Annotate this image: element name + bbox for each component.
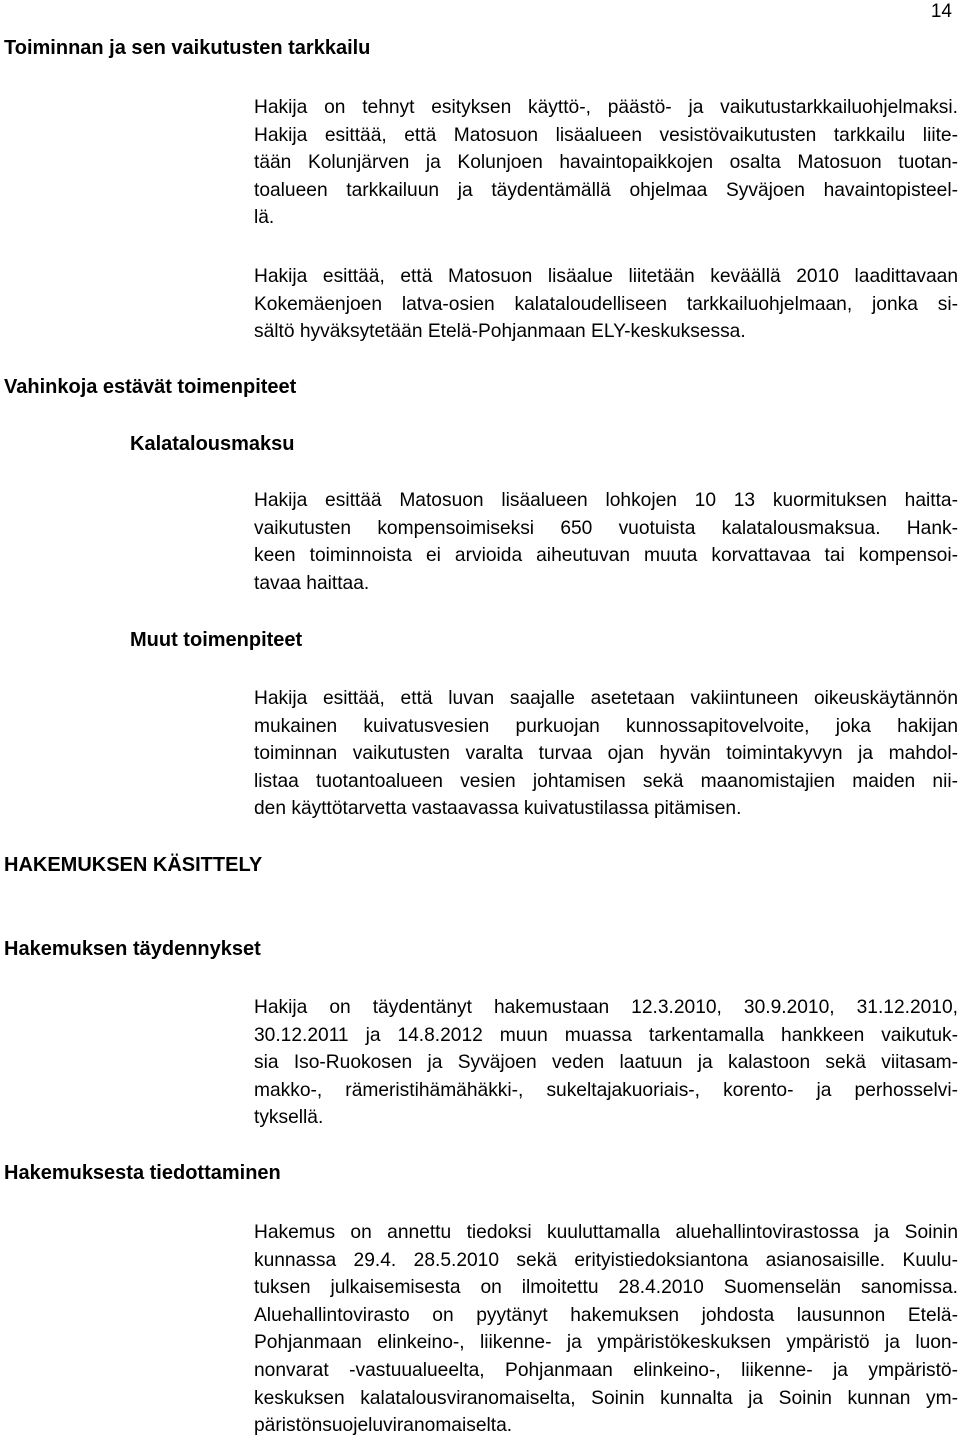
heading-other-measures: Muut toimenpiteet (130, 629, 303, 651)
text-line: den käyttötarvetta vastaavassa kuivatustilassa pitämisen. (254, 798, 742, 820)
text-line: lä. (254, 207, 275, 229)
text-line: keen toiminnoista ei arvioida aiheutuvan muuta korvattavaa tai kompensoi- (254, 545, 958, 567)
paragraph-other-measures (254, 685, 958, 823)
text-line: Pohjanmaan elinkeino-, liikenne- ja ympäristökeskuksen ympäristö ja luon- (254, 1332, 958, 1354)
text-line: makko-, rämeristihämähäkki-, sukeltajakuoriais-, korento- ja perhosselvi- (254, 1079, 958, 1101)
text-line: päristönsuojeluviranomaiselta. (254, 1415, 513, 1437)
heading-monitoring: Toiminnan ja sen vaikutusten tarkkailu (4, 37, 371, 59)
text-line: nonvarat -vastuualueelta, Pohjanmaan elinkeino-, liikenne- ja ympäristö- (254, 1359, 958, 1381)
heading-notification: Hakemuksesta tiedottaminen (4, 1162, 281, 1184)
heading-supplements: Hakemuksen täydennykset (4, 938, 261, 960)
text-line: Hakija esittää, että luvan saajalle asetetaan vakiintuneen oikeuskäytännön (254, 688, 958, 709)
text-line: kunnassa 29.4. 28.5.2010 sekä erityistiedoksiantona asianosaisille. Kuulu- (254, 1249, 958, 1271)
paragraph-monitoring-1 (254, 94, 958, 232)
text-line: toiminnan vaikutusten varalta turvaa ojan hyvän toimintakyvyn ja mahdol- (254, 743, 958, 765)
text-line: sältö hyväksytetään Etelä-Pohjanmaan ELY-keskuksessa. (254, 321, 746, 343)
text-line: Hakija on täydentänyt hakemustaan 12.3.2010, 30.9.2010, 31.12.2010, (254, 997, 958, 1018)
text-line: Hakemus on annettu tiedoksi kuuluttamalla aluehallintovirastossa ja Soinin (254, 1222, 958, 1243)
text-line: vaikutusten kompensoimiseksi 650 vuotuista kalatalousmaksua. Hank- (254, 517, 958, 539)
paragraph-monitoring-2 (254, 263, 958, 346)
paragraph-notification (254, 1219, 958, 1440)
text-line: Aluehallintovirasto on pyytänyt hakemuksen johdosta lausunnon Etelä- (254, 1304, 958, 1326)
text-line: Hakija esittää, että Matosuon lisäalue liitetään keväällä 2010 laadittavaan (254, 266, 958, 287)
text-line: Hakija on tehnyt esityksen käyttö-, päästö- ja vaikutustarkkailuohjelmaksi. (254, 97, 958, 118)
text-line: tään Kolunjärven ja Kolunjoen havaintopaikkojen osalta Matosuon tuotan- (254, 152, 958, 174)
text-line: keskuksen kalatalousviranomaiselta, Soinin kunnalta ja Soinin kunnan ym- (254, 1387, 958, 1409)
text-line: 30.12.2011 ja 14.8.2012 muun muassa tarkentamalla hankkeen vaikutuk- (254, 1024, 958, 1046)
text-line: tavaa haittaa. (254, 572, 370, 594)
page-number: 14 (930, 1, 952, 22)
paragraph-supplements (254, 994, 958, 1132)
heading-fishery-fee: Kalatalousmaksu (130, 433, 295, 455)
text-line: mukainen kuivatusvesien purkuojan kunnossapitovelvoite, joka hakijan (254, 715, 958, 737)
paragraph-fishery-fee (254, 487, 958, 597)
heading-preventive: Vahinkoja estävät toimenpiteet (4, 376, 297, 398)
text-line: Kokemäenjoen latva-osien kalataloudelliseen tarkkailuohjelmaan, jonka si- (254, 293, 958, 315)
heading-processing: HAKEMUKSEN KÄSITTELY (4, 854, 263, 876)
text-line: toalueen tarkkailuun ja täydentämällä ohjelmaa Syväjoen havaintopisteel- (254, 179, 958, 201)
text-line: sia Iso-Ruokosen ja Syväjoen veden laatuun ja kalastoon sekä viitasam- (254, 1052, 958, 1074)
text-line: Hakija esittää, että Matosuon lisäalueen vesistövaikutusten tarkkailu liite- (254, 124, 958, 146)
text-line: tuksen julkaisemisesta on ilmoitettu 28.4.2010 Suomenselän sanomissa. (254, 1277, 958, 1299)
text-line: Hakija esittää Matosuon lisäalueen lohkojen 10 13 kuormituksen haitta- (254, 490, 958, 511)
text-line: tyksellä. (254, 1107, 324, 1129)
text-line: listaa tuotantoalueen vesien johtamisen sekä maanomistajien maiden nii- (254, 770, 958, 792)
